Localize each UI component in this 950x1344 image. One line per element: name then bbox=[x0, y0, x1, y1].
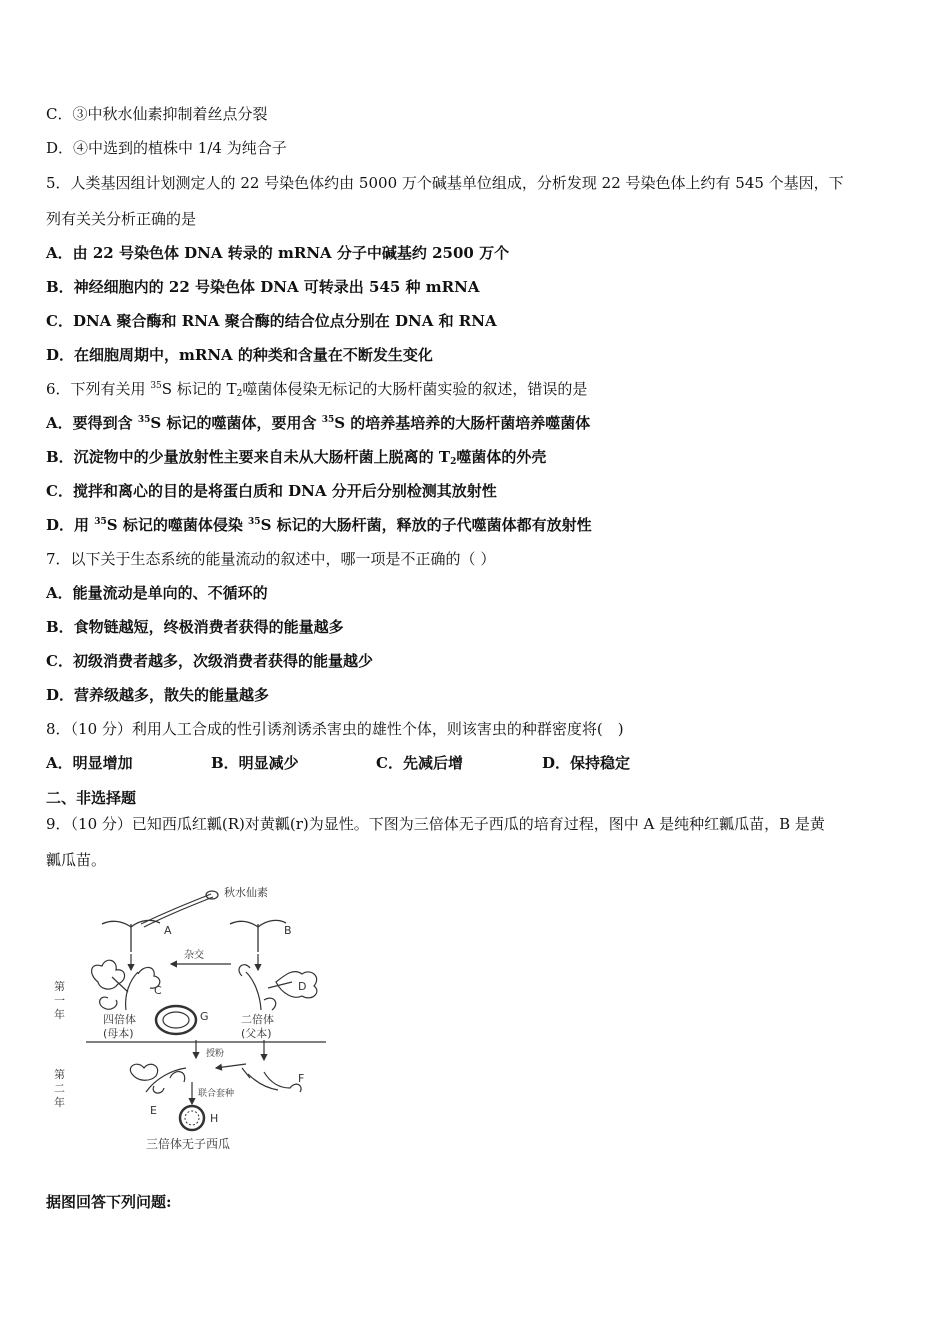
label-f: F bbox=[298, 1072, 305, 1085]
q4-option-c: C．③中秋水仙素抑制着丝点分裂 bbox=[46, 105, 268, 123]
label-h: H bbox=[210, 1112, 219, 1125]
q6-option-d: D．用 $^{35}$S 标记的噬菌体侵染 $^{35}$S 标记的大肠杆菌，释放的子代噬菌体都有放射性 bbox=[46, 516, 592, 534]
q5-option-d: D．在细胞周期中，mRNA 的种类和含量在不断发生变化 bbox=[46, 346, 433, 364]
q8-option-d: D．保持稳定 bbox=[542, 754, 631, 772]
q6-option-a: A．要得到含 $^{35}$S 标记的噬菌体，要用含 $^{35}$S 的培养基培养的大肠杆菌培养噬菌体 bbox=[46, 414, 591, 432]
q6-option-c: C．搅拌和离心的目的是将蛋白质和 DNA 分开后分别检测其放射性 bbox=[46, 482, 497, 500]
section-heading: 二、非选择题 bbox=[46, 789, 137, 807]
label-a: A bbox=[164, 924, 172, 937]
label-triploid-seedless: 三倍体无子西瓜 bbox=[146, 1137, 231, 1151]
watermelon-g-icon bbox=[156, 1006, 196, 1034]
seedling-a-icon bbox=[102, 920, 160, 952]
label-b: B bbox=[284, 924, 292, 937]
dropper-icon bbox=[141, 891, 218, 927]
q9-stem-line2: 瓤瓜苗。 bbox=[46, 851, 107, 869]
label-g: G bbox=[200, 1010, 209, 1023]
label-diploid: 二倍体 bbox=[241, 1013, 274, 1026]
q5-option-b: B．神经细胞内的 22 号染色体 DNA 可转录出 545 种 mRNA bbox=[46, 278, 480, 296]
label-pollination: 授粉 bbox=[206, 1049, 225, 1059]
label-father: (父本) bbox=[241, 1027, 272, 1040]
year1-char2: 一 bbox=[54, 994, 65, 1007]
label-e: E bbox=[150, 1104, 157, 1117]
q8-stem: 8．（10 分）利用人工合成的性引诱剂诱杀害虫的雄性个体，则该害虫的种群密度将( ) bbox=[46, 720, 624, 738]
seedling-b-icon bbox=[230, 920, 286, 952]
year2-char1: 第 bbox=[54, 1068, 65, 1081]
q9-prompt: 据图回答下列问题: bbox=[46, 1193, 172, 1211]
label-tetraploid: 四倍体 bbox=[103, 1013, 136, 1026]
q7-option-b: B．食物链越短，终极消费者获得的能量越多 bbox=[46, 618, 344, 636]
label-d: D bbox=[298, 980, 307, 993]
year2-char3: 年 bbox=[54, 1096, 65, 1109]
q6-stem: 6．下列有关用 $^{35}$S 标记的 $T_2$噬菌体侵染无标记的大肠杆菌实验的叙述，错误的是 bbox=[46, 380, 588, 399]
year1-char3: 年 bbox=[54, 1008, 65, 1021]
label-cross: 杂交 bbox=[184, 950, 204, 961]
seedless-watermelon-h-icon bbox=[180, 1106, 204, 1130]
q7-option-a: A．能量流动是单向的、不循环的 bbox=[46, 584, 268, 602]
q9-stem-line1: 9．（10 分）已知西瓜红瓤(R)对黄瓤(r)为显性。下图为三倍体无子西瓜的培育过程，图中 A 是纯种红瓤瓜苗，B 是黄 bbox=[46, 815, 825, 833]
q8-option-a: A．明显增加 bbox=[46, 754, 133, 772]
q5-stem-line2: 列有关关分析正确的是 bbox=[46, 210, 197, 228]
year1-char1: 第 bbox=[54, 980, 65, 993]
q7-option-c: C．初级消费者越多，次级消费者获得的能量越少 bbox=[46, 652, 373, 670]
q8-option-c: C．先减后增 bbox=[376, 754, 463, 772]
q8-option-b: B．明显减少 bbox=[211, 754, 299, 772]
label-colchicine: 秋水仙素 bbox=[224, 886, 268, 899]
q5-stem-line1: 5．人类基因组计划测定人的 22 号染色体约由 5000 万个碱基单位组成，分析发现 22 号染色体上约有 545 个基因，下 bbox=[46, 174, 844, 192]
triploid-plant-e-icon bbox=[130, 1064, 186, 1093]
label-c: C bbox=[154, 984, 162, 997]
tetraploid-plant-icon bbox=[92, 960, 160, 1010]
q5-option-a: A．由 22 号染色体 DNA 转录的 mRNA 分子中碱基约 2500 万个 bbox=[46, 244, 510, 262]
q4-option-d: D．④中选到的植株中 1/4 为纯合子 bbox=[46, 139, 287, 157]
year2-char2: 二 bbox=[54, 1082, 65, 1095]
label-co-planting: 联合套种 bbox=[198, 1089, 235, 1099]
q7-option-d: D．营养级越多，散失的能量越多 bbox=[46, 686, 270, 704]
q5-option-c: C．DNA 聚合酶和 RNA 聚合酶的结合位点分别在 DNA 和 RNA bbox=[46, 312, 497, 330]
diploid-plant-f-icon bbox=[242, 1068, 301, 1092]
q6-option-b: B．沉淀物中的少量放射性主要来自未从大肠杆菌上脱离的 $T_2$噬菌体的外壳 bbox=[46, 448, 547, 467]
breeding-diagram bbox=[46, 882, 346, 1157]
q7-stem: 7．以下关于生态系统的能量流动的叙述中，哪一项是不正确的（ ） bbox=[46, 550, 496, 568]
label-mother: (母本) bbox=[103, 1027, 134, 1040]
